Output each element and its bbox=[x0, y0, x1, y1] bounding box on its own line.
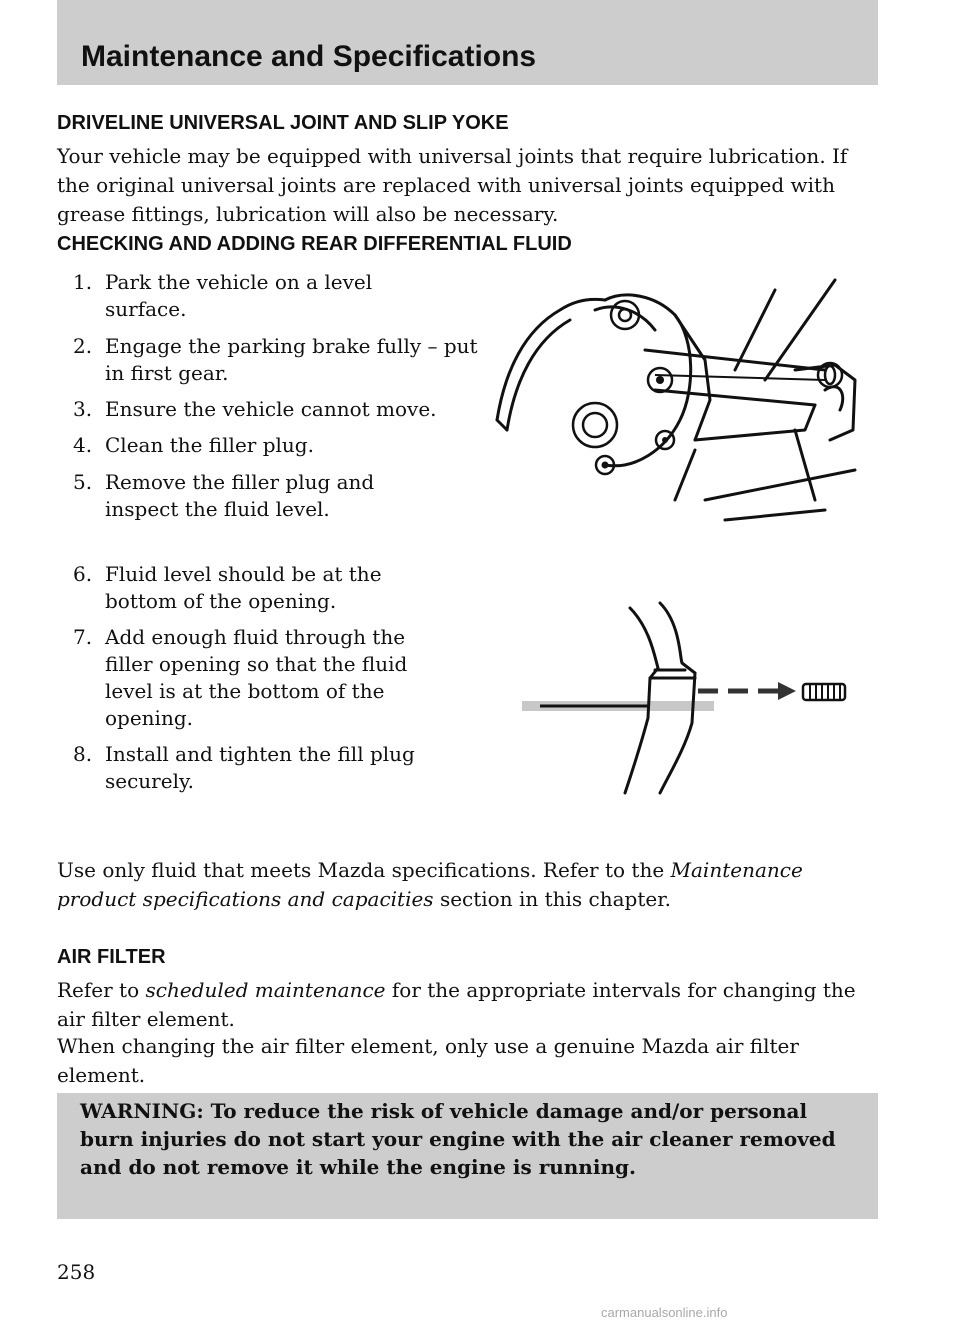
step-number: 7. bbox=[73, 625, 93, 649]
note-italic-ref: Maintenance product specifications and capacities bbox=[57, 858, 803, 911]
arrow-head bbox=[778, 682, 796, 700]
driveline-heading: DRIVELINE UNIVERSAL JOINT AND SLIP YOKE bbox=[57, 112, 509, 134]
step-text: Park the vehicle on a level surface. bbox=[105, 270, 373, 321]
differential-heading: CHECKING AND ADDING REAR DIFFERENTIAL FLUID bbox=[57, 233, 572, 255]
note-suffix: section in this chapter. bbox=[439, 887, 671, 911]
note-prefix: Use only fluid that meets Mazda specifications. Refer to the bbox=[57, 858, 665, 882]
p1-suffix: for the appropriate intervals for changing the air filter element. bbox=[57, 978, 856, 1031]
p1-prefix: Refer to bbox=[57, 978, 140, 1002]
driveline-body: Your vehicle may be equipped with universal joints that require lubrication. If the original universal joints are replaced with universal joints equipped with grease fittings, lubrication will also be necessary. bbox=[57, 144, 848, 226]
step-number: 8. bbox=[73, 742, 93, 766]
air-filter-heading: AIR FILTER bbox=[57, 946, 166, 968]
page-number: 258 bbox=[57, 1260, 96, 1284]
step-number: 2. bbox=[73, 334, 93, 358]
page-header-title: Maintenance and Specifications bbox=[81, 40, 537, 73]
step-text: Add enough fluid through the filler opening so that the fluid level is at the bottom of the opening. bbox=[105, 625, 408, 730]
step-number: 1. bbox=[73, 270, 93, 294]
step-text: Clean the filler plug. bbox=[105, 433, 314, 457]
p1-italic-ref: scheduled maintenance bbox=[145, 978, 386, 1002]
step-text: Install and tighten the fill plug securely. bbox=[105, 742, 415, 793]
step-text: Remove the filler plug and inspect the fluid level. bbox=[105, 470, 375, 521]
step-text: Engage the parking brake fully – put in first gear. bbox=[105, 334, 478, 385]
fluid-spec-note bbox=[57, 856, 869, 914]
air-filter-p1 bbox=[57, 976, 869, 1034]
step-text: Ensure the vehicle cannot move. bbox=[105, 397, 437, 421]
watermark: carmanualsonline.info bbox=[601, 1305, 728, 1320]
step-number: 4. bbox=[73, 433, 93, 457]
warning-text: WARNING: To reduce the risk of vehicle damage and/or personal burn injuries do not start your engine with the air cleaner removed and do not remove it while the engine is running. bbox=[80, 1099, 836, 1179]
step-number: 6. bbox=[73, 562, 93, 586]
step-text: Fluid level should be at the bottom of the opening. bbox=[105, 562, 382, 613]
step-number: 3. bbox=[73, 397, 93, 421]
fluid-level-illustration bbox=[520, 598, 850, 798]
step-number: 5. bbox=[73, 470, 93, 494]
air-filter-p2: When changing the air filter element, only use a genuine Mazda air filter element. bbox=[57, 1034, 799, 1087]
differential-illustration bbox=[495, 270, 860, 532]
